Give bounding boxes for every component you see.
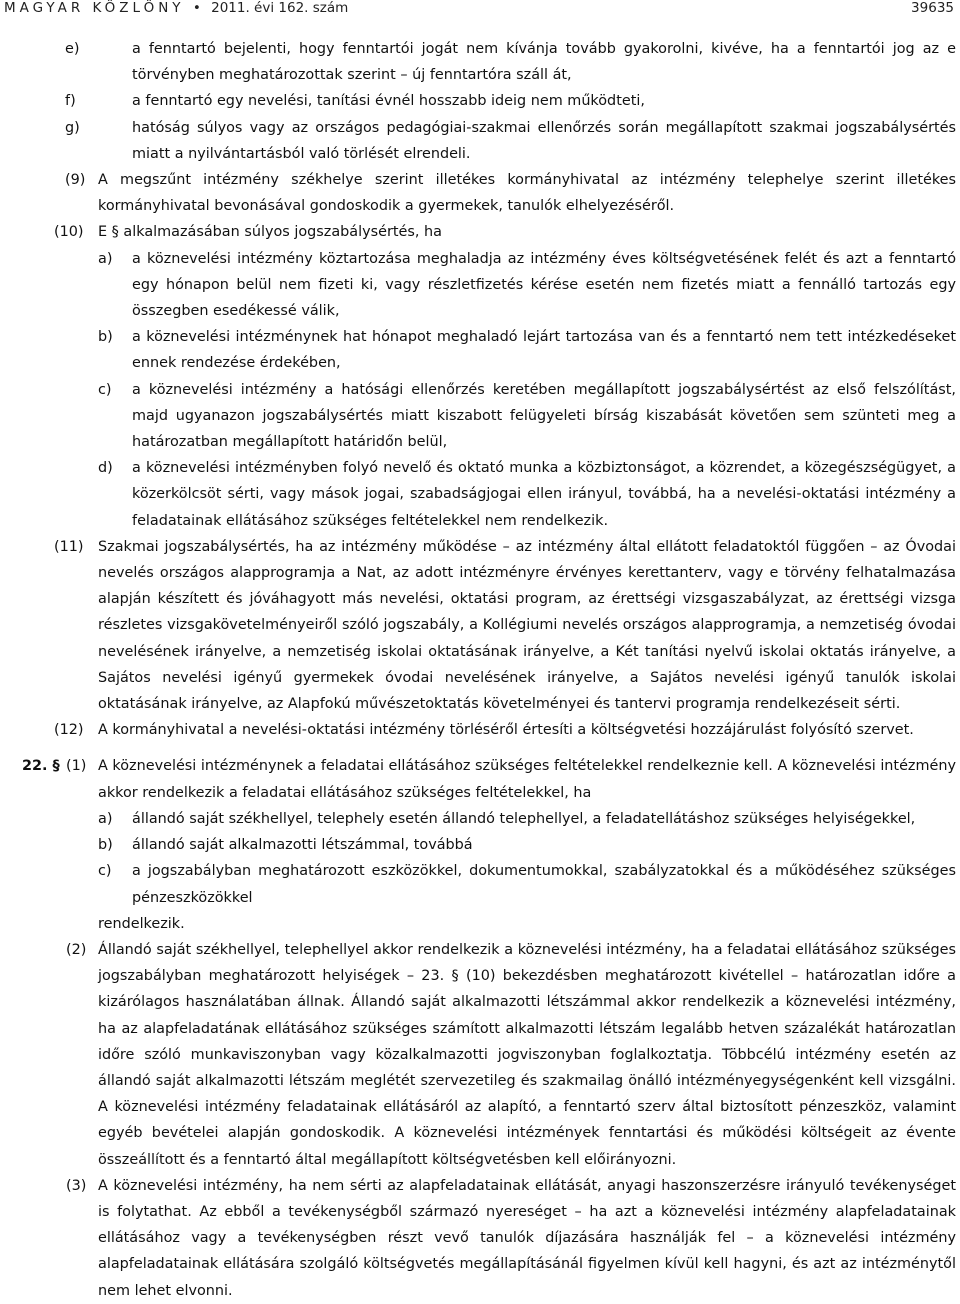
paragraph-text: A köznevelési intézmény, ha nem sérti az alapfeladatainak ellátását, anyagi haszonszerzésre irányuló tevékenységet is folytathat. Az ebből a tevékenységből származó nyereséget – ha azt a köznevelési intézmény alapfeladatainak ellátásához vagy a tevékenységben részt vevő tanulók díjazására használják fel – a köznevelési intézmény alapfeladatainak ellátására szolgáló költségvetés megállapításánál figyelmen kívül kell hagyni, és azt az intézménytől nem lehet elvonni. <box>98 1177 956 1299</box>
item-label: d) <box>98 460 113 477</box>
item-text: a köznevelési intézményben folyó nevelő és oktató munka a közbiztonságot, a közrendet, a közegészségügyet, a közerkölcsöt sérti, vagy mások jogai, szabadságjogai ellen irányul, továbbá, ha a nevelési-oktatási intézmény a feladatainak ellátásához szükséges feltételekkel nem rendelkezik. <box>132 460 956 529</box>
bullet-separator: • <box>192 0 201 16</box>
item-text: állandó saját székhellyel, telephely esetén állandó telephellyel, a feladatellátáshoz szükséges helyiségekkel, <box>132 810 916 827</box>
item-label: f) <box>65 93 76 110</box>
paragraph-text: A köznevelési intézménynek a feladatai ellátásához szükséges feltételekkel rendelkeznie kell. A köznevelési intézmény akkor rendelkezik a feladatai ellátásához szükséges feltételekkel, ha <box>98 758 956 801</box>
paragraph-text: E § alkalmazásában súlyos jogszabálysértés, ha <box>98 224 442 241</box>
item-text: a jogszabályban meghatározott eszközökkel, dokumentumokkal, szabályzatokkal és a működéséhez szükséges pénzeszközökkel <box>132 863 956 906</box>
list-item <box>0 324 960 376</box>
item-text: a köznevelési intézmény a hatósági ellenőrzés keretében megállapított jogszabálysértést az első felszólítást, majd ugyanazon jogszabálysértés miatt kiszabott felügyeleti bírság kiszabását követően sem szünteti meg a határozatban megállapított határidőn belül, <box>132 381 956 451</box>
item-label: c) <box>98 863 112 880</box>
list-item <box>0 806 960 832</box>
list-item <box>0 88 960 114</box>
paragraph <box>0 167 960 219</box>
paragraph-text: A kormányhivatal a nevelési-oktatási intézmény törléséről értesíti a költségvetési hozzájárulást folyósító szervet. <box>98 722 914 739</box>
item-text: állandó saját alkalmazotti létszámmal, továbbá <box>132 837 473 854</box>
item-text: a fenntartó bejelenti, hogy fenntartói jogát nem kívánja tovább gyakorolni, kivéve, ha a fenntartói jog az e törvényben meghatározottak szerint – új fenntartóra száll át, <box>132 41 956 84</box>
paragraph-number: (3) <box>66 1177 87 1194</box>
paragraph <box>0 1173 960 1304</box>
list-item <box>0 455 960 534</box>
list-item <box>0 832 960 858</box>
item-text: a köznevelési intézménynek hat hónapot meghaladó lejárt tartozása van és a fenntartó nem tett intézkedéseket ennek rendezése érdekében, <box>132 329 956 372</box>
paragraph-number: (9) <box>65 172 86 189</box>
paragraph <box>0 534 960 717</box>
section <box>0 753 960 805</box>
list-item <box>0 115 960 167</box>
item-label: b) <box>98 329 113 346</box>
paragraph-text: Szakmai jogszabálysértés, ha az intézmény működése – az intézmény által ellátott feladatoktól függően – az Óvodai nevelés országos alapprogramja a Nat, az adott intézményre érvényes kerettanterv, vagy e törvény felhatalmazása alapján készített és jóváhagyott más nevelési, oktatási program, az érettségi vizsgaszabályzat, az érettségi vizsga részletes vizsgakövetelményeiről szóló jogszabály, a Kollégiumi nevelés országos alapprogramja, a nemzetiség óvodai nevelésének irányelve, a nemzetiség iskolai oktatásának irányelve, a Két tanítási nyelvű iskolai oktatás irányelve, a Sajátos nevelési igényű gyermekek óvodai nevelésének irányelve, a Sajátos nevelési igényű tanulók iskolai oktatásának irányelve, az Alapfokú művészetoktatás követelményei és tantervi programja rendelkezéseit sérti. <box>98 538 956 713</box>
paragraph-number: (10) <box>54 224 84 241</box>
paragraph-number: (2) <box>66 941 87 958</box>
item-label: e) <box>65 41 80 57</box>
paragraph <box>0 937 960 1173</box>
continuation-text <box>0 911 960 937</box>
paragraph <box>0 717 960 743</box>
item-label: a) <box>98 250 113 267</box>
paragraph-number: (12) <box>54 722 84 739</box>
issue-label: 2011. évi 162. szám <box>211 0 349 16</box>
list-item <box>0 858 960 910</box>
paragraph <box>0 219 960 245</box>
item-text: a fenntartó egy nevelési, tanítási évnél hosszabb ideig nem működteti, <box>132 93 645 110</box>
item-label: c) <box>98 381 112 398</box>
paragraph-text: Állandó saját székhellyel, telephellyel akkor rendelkezik a köznevelési intézmény, ha a feladatai ellátásához szükséges jogszabályban meghatározott helyiségek – 23. § (10) bekezdésben meghatározott kivétellel – határozatlan időre a kizárólagos használatában állnak. Állandó saját alkalmazotti létszámmal akkor rendelkezik a köznevelési intézmény, ha az alapfeladatának ellátásához szükséges számított alkalmazotti létszám legalább hetven százalékát határozatlan időre szóló munkaviszonyban vagy közalkalmazotti jogviszonyban foglalkoztatja. Többcélú intézmény esetén az állandó saját alkalmazotti létszám meglétét szervezetileg és szakmailag önálló intézményegységenként kell vizsgálni. A köznevelési intézmény feladatainak ellátásáról az alapító, a fenntartó szerv által biztosított pénzeszköz, valamint egyéb bevételei alapján gondoskodik. A köznevelési intézmények fenntartási és működési költségeit az évente összeállított és a fenntartó által megállapított költségvetésben kell előirányozni. <box>98 941 956 1168</box>
journal-name: MAGYAR KÖZLÖNY <box>4 0 185 16</box>
item-label: b) <box>98 837 113 854</box>
item-label: g) <box>65 119 80 136</box>
page-number: 39635 <box>911 0 954 16</box>
paragraph-text: A megszűnt intézmény székhelye szerint illetékes kormányhivatal az intézmény telephelye szerint illetékes kormányhivatal bevonásával gondoskodik a gyermekek, tanulók elhelyezéséről. <box>98 172 956 215</box>
paragraph-number: (1) <box>66 758 87 775</box>
paragraph-number: (11) <box>54 538 84 555</box>
paragraph-text: rendelkezik. <box>98 915 185 932</box>
item-text: a köznevelési intézmény köztartozása meghaladja az intézmény éves költségvetésének felét és azt a fenntartó egy hónapon belül nem fizeti ki, vagy részletfizetés kérése esetén nem fizetés miatt a fennálló tartozás egy összegben esedékessé válik, <box>132 250 956 320</box>
list-item <box>0 246 960 325</box>
item-label: a) <box>98 810 113 827</box>
section-number: 22. § <box>22 758 60 775</box>
page-header <box>4 0 954 18</box>
list-item <box>0 377 960 456</box>
list-item <box>0 36 960 88</box>
item-text: hatóság súlyos vagy az országos pedagógiai-szakmai ellenőrzés során megállapított szakmai jogszabálysértés miatt a nyilvántartásból való törlését elrendeli. <box>132 119 956 162</box>
document-body <box>0 36 960 1304</box>
header-left <box>4 0 348 16</box>
